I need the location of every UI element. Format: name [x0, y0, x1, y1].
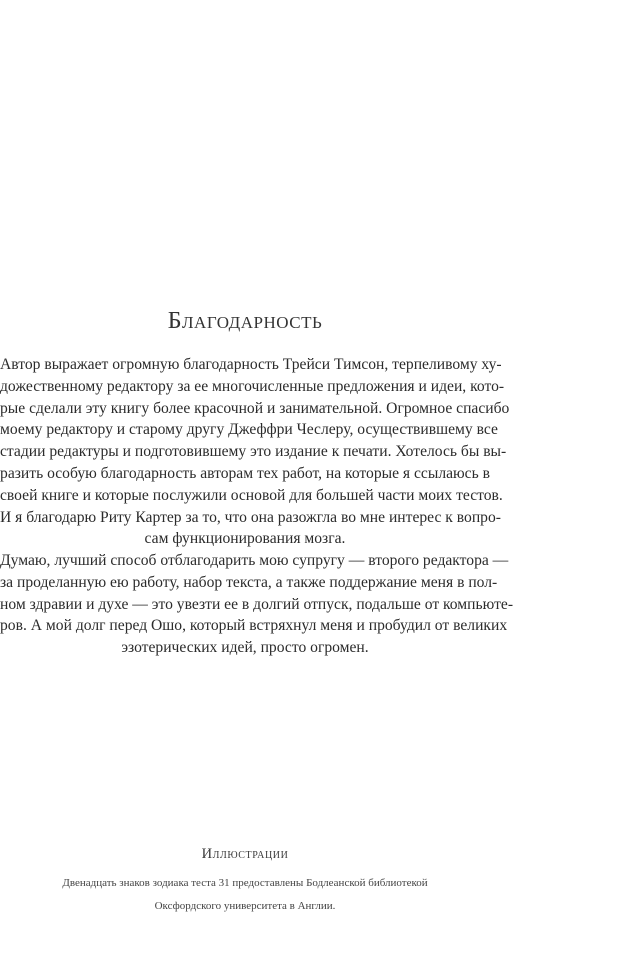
text-line: стадии редактуры и подготовившему это издание к печати. Хотелось бы вы-: [0, 443, 507, 461]
text-line: дожественному редактору за ее многочисленные предложения и идеи, кото-: [0, 377, 505, 395]
text-line: сам функционирования мозга.: [144, 530, 346, 548]
text-line: ном здравии и духе — это увезти ее в долгий отпуск, подальше от компьюте-: [0, 595, 514, 613]
text-line: за проделанную ею работу, набор текста, а также поддержание меня в пол-: [0, 573, 498, 591]
illustrations-credit: [0, 872, 490, 918]
text-line: И я благодарю Риту Картер за то, что она разожгла во мне интерес к вопро-: [0, 508, 501, 526]
illustrations-heading: Иллюстрации: [201, 846, 289, 862]
credit-line: Двенадцать знаков зодиака теста 31 предоставлены Бодлеанской библиотекой: [62, 877, 428, 889]
acknowledgement-paragraph-1: [0, 354, 510, 550]
text-line: разить особую благодарность авторам тех работ, на которые я ссылаюсь в: [0, 464, 490, 482]
text-line: своей книге и которые послужили основой для большей части моих тестов.: [0, 486, 503, 504]
credit-line: Оксфордского университета в Англии.: [154, 900, 336, 912]
text-line: моему редактору и старому другу Джеффри Чеслеру, осуществившему все: [0, 421, 498, 439]
acknowledgement-paragraph-2: [0, 550, 514, 659]
text-line: рые сделали эту книгу более красочной и занимательной. Огромное спасибо: [0, 399, 510, 417]
page-title: Благодарность: [167, 308, 323, 334]
text-line: Автор выражает огромную благодарность Трейси Тимсон, терпеливому ху-: [0, 356, 502, 373]
text-line: Думаю, лучший способ отблагодарить мою супругу — второго редактора —: [0, 552, 509, 569]
text-line: ров. А мой долг перед Ошо, который встряхнул меня и пробудил от великих: [0, 617, 508, 635]
text-line: эзотерических идей, просто огромен.: [121, 639, 369, 657]
